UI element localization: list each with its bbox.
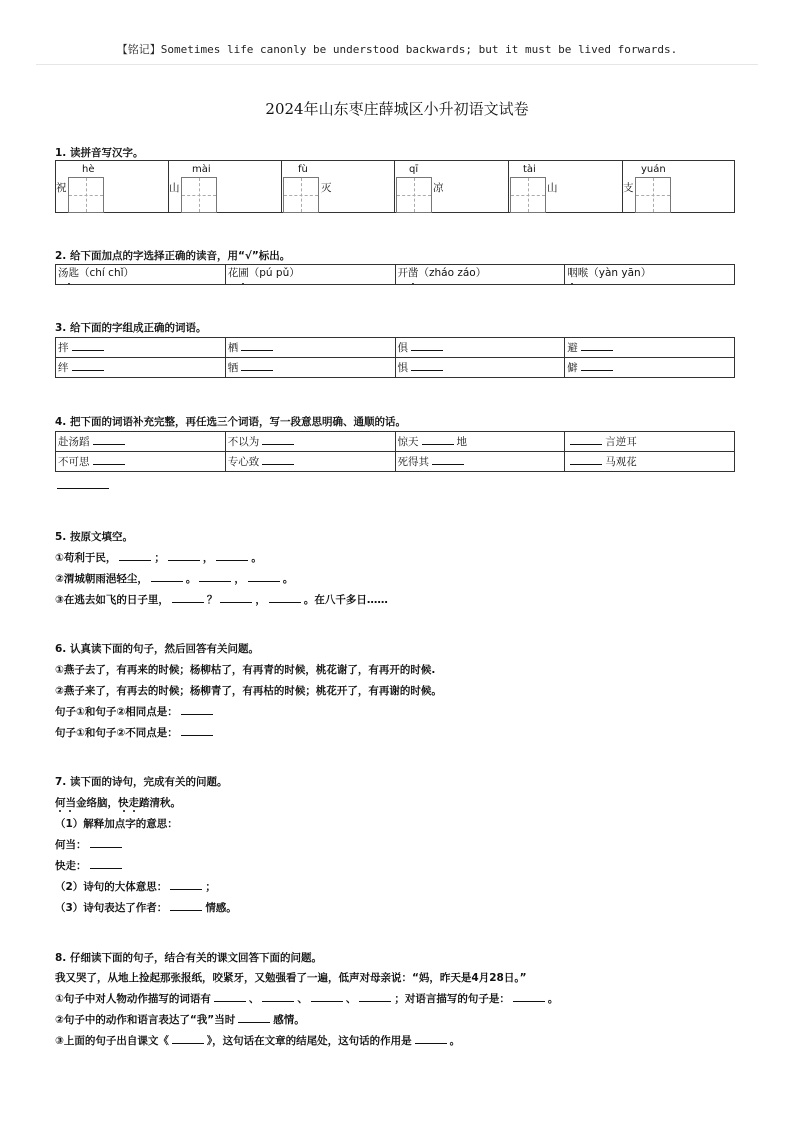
pinyin-cell bbox=[395, 161, 509, 212]
idiom-cell[interactable]: 专心致 bbox=[225, 452, 395, 472]
answer-blank[interactable] bbox=[181, 705, 213, 715]
page-title: 2024年山东枣庄薛城区小升初语文试卷 bbox=[265, 100, 529, 118]
idiom-cell[interactable]: 惊天 地 bbox=[395, 432, 565, 452]
word-cell[interactable]: 惧 bbox=[395, 358, 565, 378]
emphasis-dot bbox=[123, 810, 125, 812]
q7-sub-2: （2）诗句的大体意思： ； bbox=[55, 881, 216, 893]
answer-blank[interactable] bbox=[172, 1034, 204, 1044]
q8-line-2: ②句子中的动作和语言表达了“我”当时 感情。 bbox=[55, 1014, 305, 1026]
pinyin-cell bbox=[509, 161, 623, 212]
word-cell[interactable]: 俱 bbox=[395, 338, 565, 358]
idiom-cell[interactable]: 赴汤蹈 bbox=[56, 432, 226, 452]
given-char: 祝 bbox=[56, 182, 67, 194]
idiom-cell[interactable]: 死得其 bbox=[395, 452, 565, 472]
writing-box[interactable] bbox=[510, 177, 546, 213]
q7-poem: 何当金络脑，快走踏清秋。 bbox=[55, 797, 181, 809]
answer-blank[interactable] bbox=[151, 572, 183, 582]
word-group-table bbox=[55, 337, 735, 378]
answer-blank[interactable] bbox=[513, 992, 545, 1002]
pinyin-cell bbox=[282, 161, 395, 212]
q6-sentence-1: ①燕子去了，有再来的时候；杨柳枯了，有再青的时候，桃花谢了，有再开的时候. bbox=[55, 664, 436, 676]
word-cell[interactable]: 绊 bbox=[56, 358, 226, 378]
pinyin-text: fù bbox=[298, 164, 308, 175]
answer-blank[interactable] bbox=[248, 572, 280, 582]
pinyin-text: tài bbox=[523, 164, 536, 175]
q6-heading: 6. 认真读下面的句子，然后回答有关问题。 bbox=[55, 643, 259, 655]
answer-blank[interactable] bbox=[172, 593, 204, 603]
pinyin-text: mài bbox=[192, 164, 211, 175]
pinyin-cell bbox=[56, 161, 169, 212]
answer-blank[interactable] bbox=[238, 1013, 270, 1023]
q7-answer-1: 何当： bbox=[55, 837, 125, 852]
q7-heading: 7. 读下面的诗句，完成有关的问题。 bbox=[55, 776, 228, 788]
q2-heading: 2. 给下面加点的字选择正确的读音，用“√”标出。 bbox=[55, 250, 291, 262]
pinyin-text: yuán bbox=[641, 164, 666, 175]
answer-blank[interactable] bbox=[359, 992, 391, 1002]
word-cell[interactable]: 栖 bbox=[225, 338, 395, 358]
answer-blank[interactable] bbox=[168, 551, 200, 561]
pronunciation-cell[interactable]: 花圃（pú pǔ） bbox=[225, 265, 395, 285]
q1-heading: 1. 读拼音写汉字。 bbox=[55, 147, 144, 159]
pinyin-cell bbox=[169, 161, 282, 212]
answer-blank[interactable] bbox=[220, 593, 252, 603]
header-divider bbox=[36, 64, 758, 65]
motto-header: 【铭记】Sometimes life canonly be understood backwards; but it must be lived forwards. bbox=[116, 43, 678, 56]
q3-heading: 3. 给下面的字组成正确的词语。 bbox=[55, 322, 207, 334]
pronunciation-table bbox=[55, 264, 735, 285]
q5-line-2: ②渭城朝雨浥轻尘， 。 ， 。 bbox=[55, 573, 294, 585]
given-char: 山 bbox=[169, 182, 180, 194]
q8-passage: 我又哭了，从地上捡起那张报纸，咬紧牙，又勉强看了一遍，低声对母亲说：“妈，昨天是4月28日。” bbox=[55, 972, 527, 984]
q6-sentence-2: ②燕子来了，有再去的时候；杨柳青了，有再枯的时候；桃花开了，有再谢的时候。 bbox=[55, 685, 442, 697]
q4-heading: 4. 把下面的词语补充完整，再任选三个词语，写一段意思明确、通顺的话。 bbox=[55, 416, 406, 428]
emphasis-dot bbox=[571, 283, 573, 285]
answer-blank[interactable] bbox=[90, 838, 122, 848]
q5-heading: 5. 按原文填空。 bbox=[55, 531, 133, 543]
idiom-table bbox=[55, 431, 735, 472]
idiom-cell[interactable]: 不以为 bbox=[225, 432, 395, 452]
answer-blank[interactable] bbox=[119, 551, 151, 561]
given-char: 支 bbox=[623, 182, 634, 194]
given-char: 凉 bbox=[433, 182, 444, 194]
answer-blank[interactable] bbox=[199, 572, 231, 582]
answer-blank[interactable] bbox=[90, 859, 122, 869]
answer-blank[interactable] bbox=[214, 992, 246, 1002]
q6-question-2: 句子①和句子②不同点是： bbox=[55, 725, 216, 740]
emphasis-dot bbox=[133, 810, 135, 812]
word-cell[interactable]: 避 bbox=[565, 338, 735, 358]
writing-box[interactable] bbox=[68, 177, 104, 213]
q7-sub-3: （3）诗句表达了作者： 情感。 bbox=[55, 902, 237, 914]
answer-blank[interactable] bbox=[216, 551, 248, 561]
writing-box[interactable] bbox=[181, 177, 217, 213]
word-cell[interactable]: 僻 bbox=[565, 358, 735, 378]
answer-blank[interactable] bbox=[181, 726, 213, 736]
pinyin-text: qī bbox=[409, 164, 419, 175]
pinyin-table bbox=[55, 160, 735, 213]
pinyin-cell bbox=[623, 161, 734, 212]
q8-line-1: ①句子中对人物动作描写的词语有 、 、 、 ；对语言描写的句子是： 。 bbox=[55, 993, 559, 1005]
idiom-cell[interactable]: 马观花 bbox=[565, 452, 735, 472]
emphasis-dot bbox=[68, 283, 70, 285]
q8-line-3: ③上面的句子出自课文《 》，这句话在文章的结尾处，这句话的作用是 。 bbox=[55, 1035, 461, 1047]
word-cell[interactable]: 牺 bbox=[225, 358, 395, 378]
answer-blank[interactable] bbox=[269, 593, 301, 603]
answer-blank[interactable] bbox=[262, 992, 294, 1002]
answer-blank[interactable] bbox=[311, 992, 343, 1002]
writing-box[interactable] bbox=[635, 177, 671, 213]
idiom-cell[interactable]: 不可思 bbox=[56, 452, 226, 472]
answer-line[interactable] bbox=[57, 488, 109, 489]
answer-blank[interactable] bbox=[170, 880, 202, 890]
q5-line-1: ①苟利于民， ； ， 。 bbox=[55, 552, 262, 564]
writing-box[interactable] bbox=[283, 177, 319, 213]
emphasis-dot bbox=[242, 283, 244, 285]
pronunciation-cell[interactable]: 开凿（zháo záo） bbox=[395, 265, 565, 285]
pinyin-text: hè bbox=[82, 164, 95, 175]
pronunciation-cell[interactable]: 汤匙（chí chǐ） bbox=[56, 265, 226, 285]
emphasis-dot bbox=[69, 810, 71, 812]
word-cell[interactable]: 拌 bbox=[56, 338, 226, 358]
q7-answer-2: 快走： bbox=[55, 858, 125, 873]
idiom-cell[interactable]: 言逆耳 bbox=[565, 432, 735, 452]
given-char: 灭 bbox=[321, 182, 332, 194]
answer-blank[interactable] bbox=[170, 901, 202, 911]
q5-line-3: ③在逃去如飞的日子里， ？ ， 。在八千多日…… bbox=[55, 594, 388, 606]
q7-sub-1: （1）解释加点字的意思： bbox=[55, 818, 178, 830]
pronunciation-cell[interactable]: 咽喉（yàn yān） bbox=[565, 265, 735, 285]
answer-blank[interactable] bbox=[415, 1034, 447, 1044]
emphasis-dot bbox=[412, 283, 414, 285]
given-char: 山 bbox=[547, 182, 558, 194]
q8-heading: 8. 仔细读下面的句子，结合有关的课文回答下面的问题。 bbox=[55, 952, 322, 964]
writing-box[interactable] bbox=[396, 177, 432, 213]
emphasis-dot bbox=[59, 810, 61, 812]
q6-question-1: 句子①和句子②相同点是： bbox=[55, 704, 216, 719]
